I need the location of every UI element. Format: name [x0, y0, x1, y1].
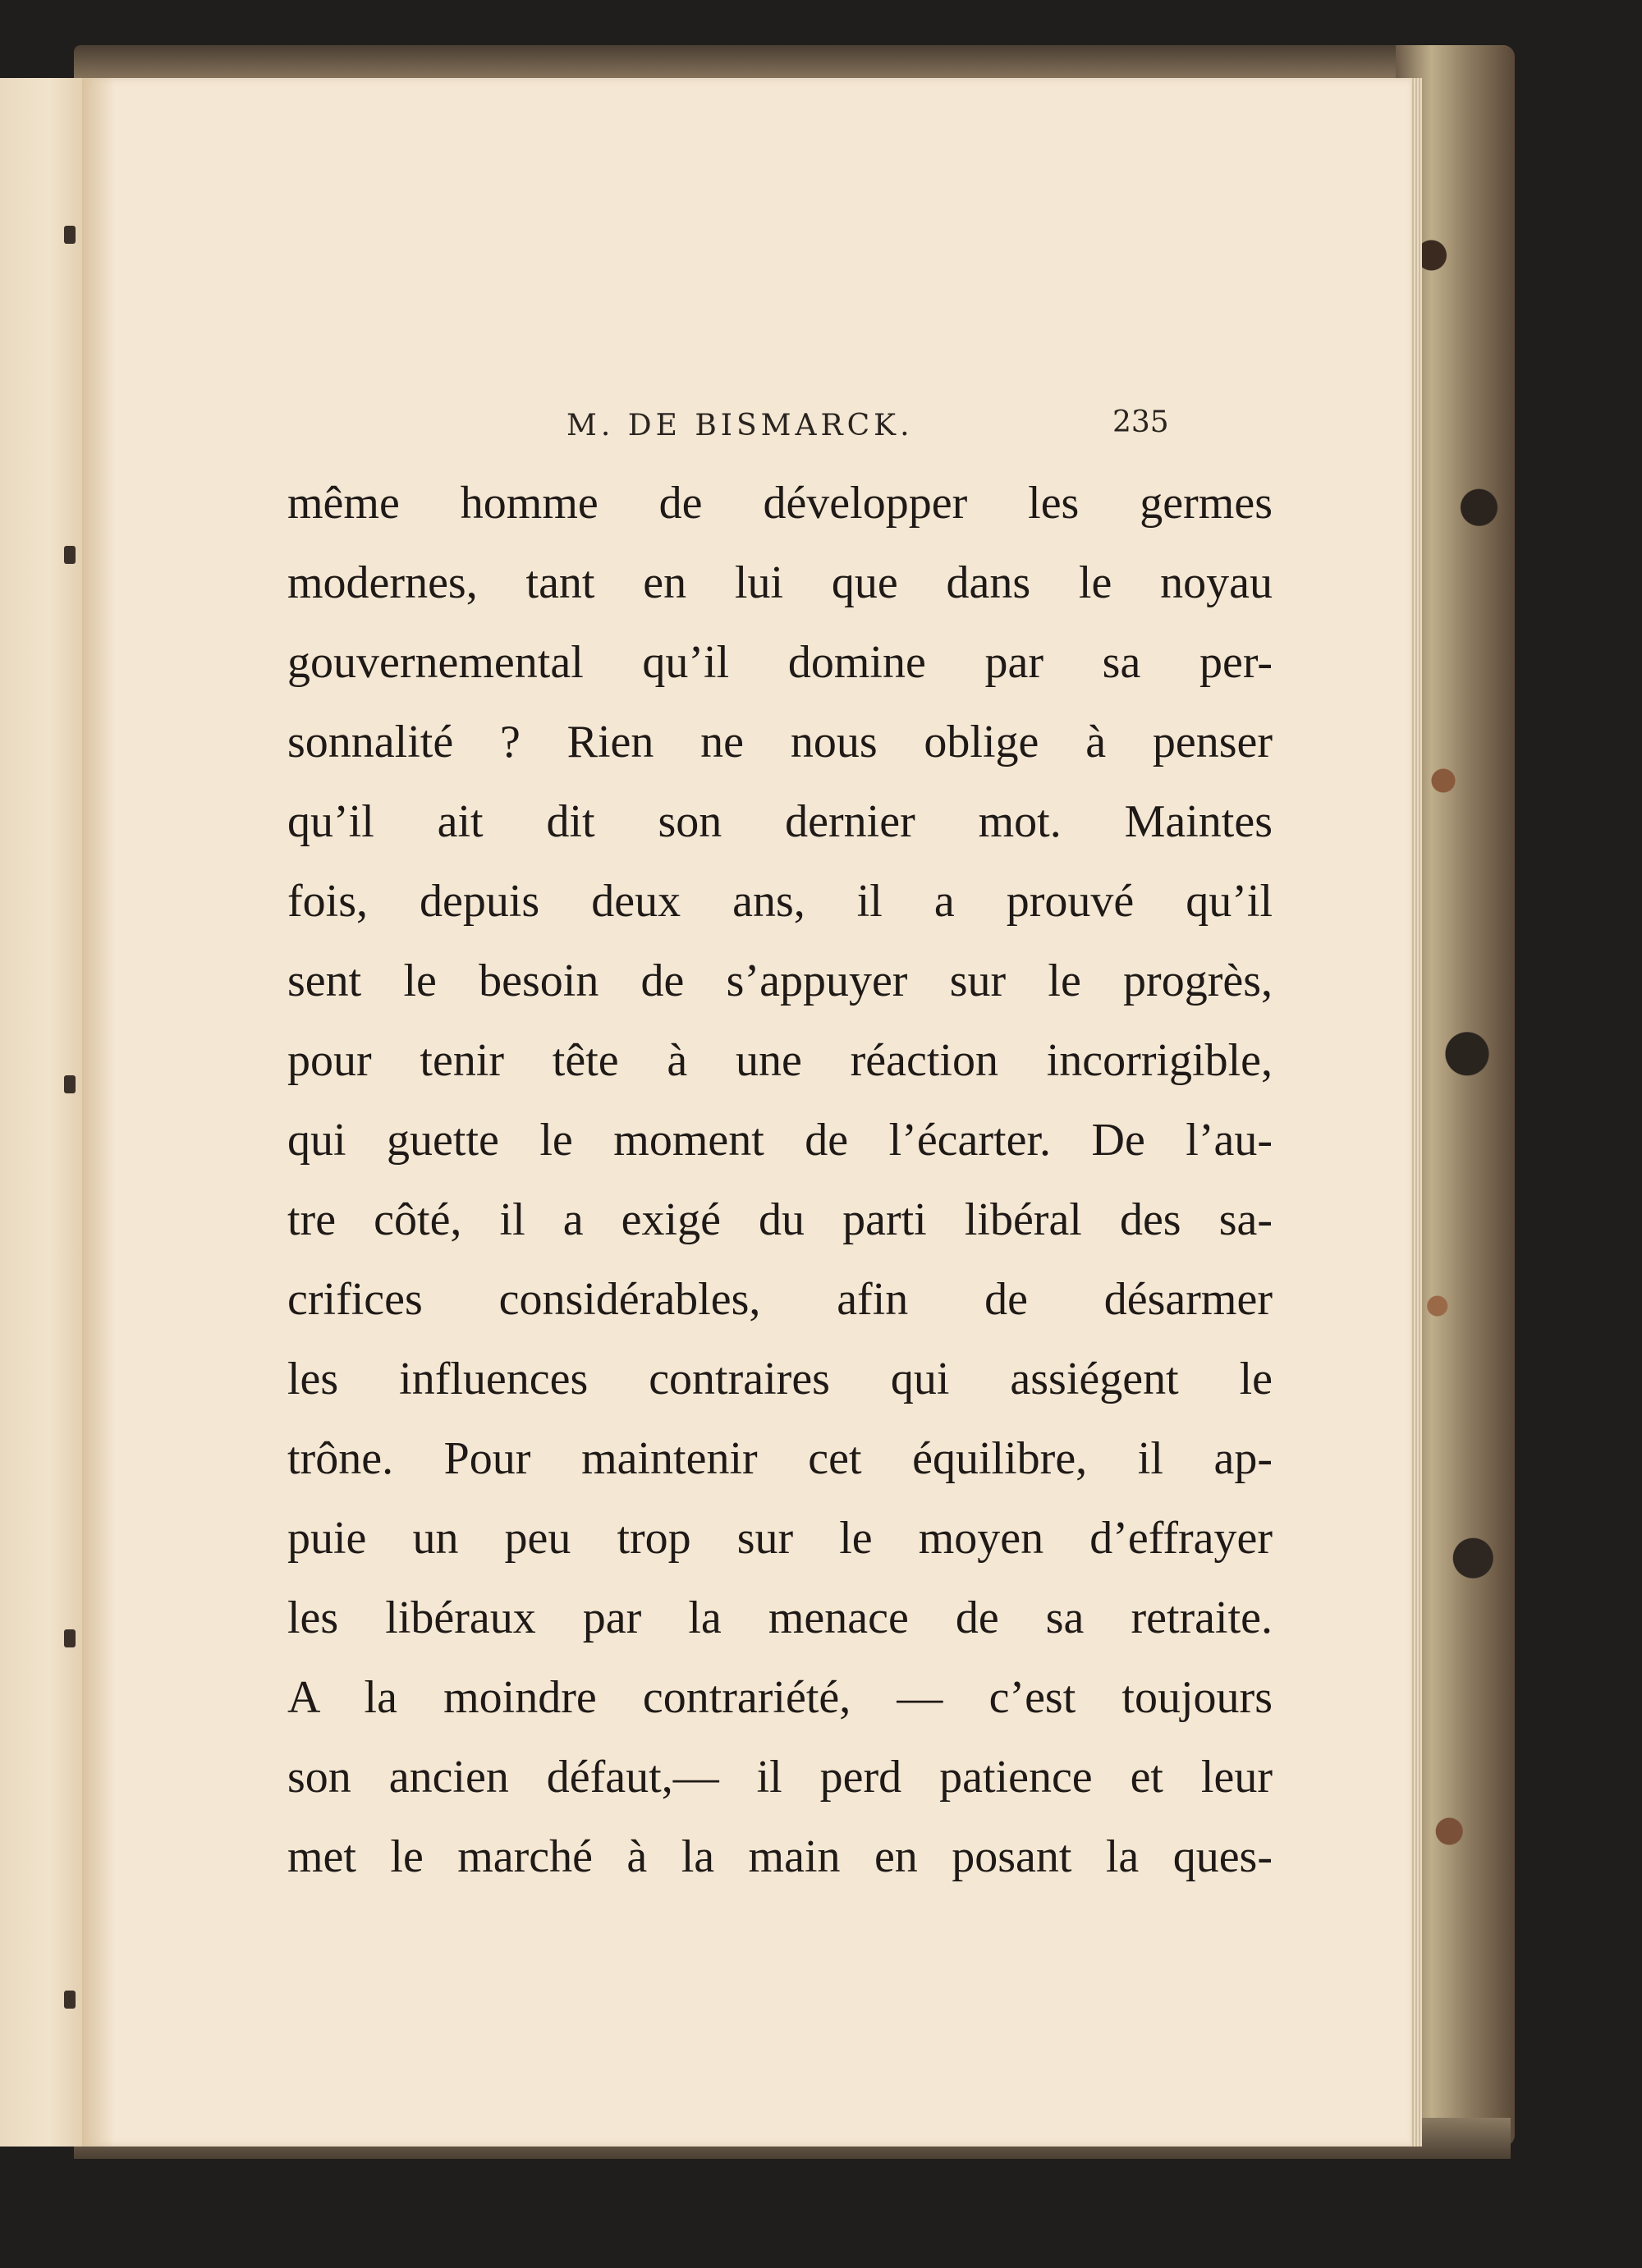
text-line: pour tenir tête à une réaction incorrigible, [287, 1035, 1273, 1086]
binding-stitch [64, 1075, 76, 1093]
page-gutter-shadow [82, 78, 115, 2147]
left-facing-page [0, 78, 85, 2147]
binding-stitch [64, 226, 76, 244]
text-line: trône. Pour maintenir cet équilibre, il ap- [287, 1433, 1273, 1484]
binding-stitch [64, 1991, 76, 2009]
text-line: puie un peu trop sur le moyen d’effrayer [287, 1513, 1273, 1564]
text-line: gouvernemental qu’il domine par sa per- [287, 637, 1273, 688]
text-line: sent le besoin de s’appuyer sur le progrès, [287, 955, 1273, 1006]
text-line: les libéraux par la menace de sa retraite. [287, 1592, 1273, 1643]
text-line: modernes, tant en lui que dans le noyau [287, 557, 1273, 608]
binding-stitch [64, 1629, 76, 1647]
text-line: son ancien défaut,— il perd patience et leur [287, 1752, 1273, 1803]
body-text [287, 464, 1273, 1897]
text-line: qu’il ait dit son dernier mot. Maintes [287, 796, 1273, 847]
text-line: sonnalité ? Rien ne nous oblige à penser [287, 717, 1273, 767]
running-header [82, 402, 1420, 460]
binding-stitch [64, 546, 76, 564]
page-number: 235 [1112, 405, 1169, 439]
page-block-edge [1410, 78, 1422, 2147]
text-line: A la moindre contrariété, — c’est toujours [287, 1672, 1273, 1723]
text-line: met le marché à la main en posant la ques- [287, 1831, 1273, 1882]
running-title: M. DE BISMARCK. [566, 409, 914, 442]
text-line: les influences contraires qui assiégent le [287, 1354, 1273, 1404]
text-line: crifices considérables, afin de désarmer [287, 1274, 1273, 1325]
book-page [82, 78, 1422, 2147]
text-line: qui guette le moment de l’écarter. De l’au- [287, 1115, 1273, 1166]
text-line: fois, depuis deux ans, il a prouvé qu’il [287, 876, 1273, 927]
text-line: même homme de développer les germes [287, 478, 1273, 529]
text-line: tre côté, il a exigé du parti libéral des sa- [287, 1194, 1273, 1245]
